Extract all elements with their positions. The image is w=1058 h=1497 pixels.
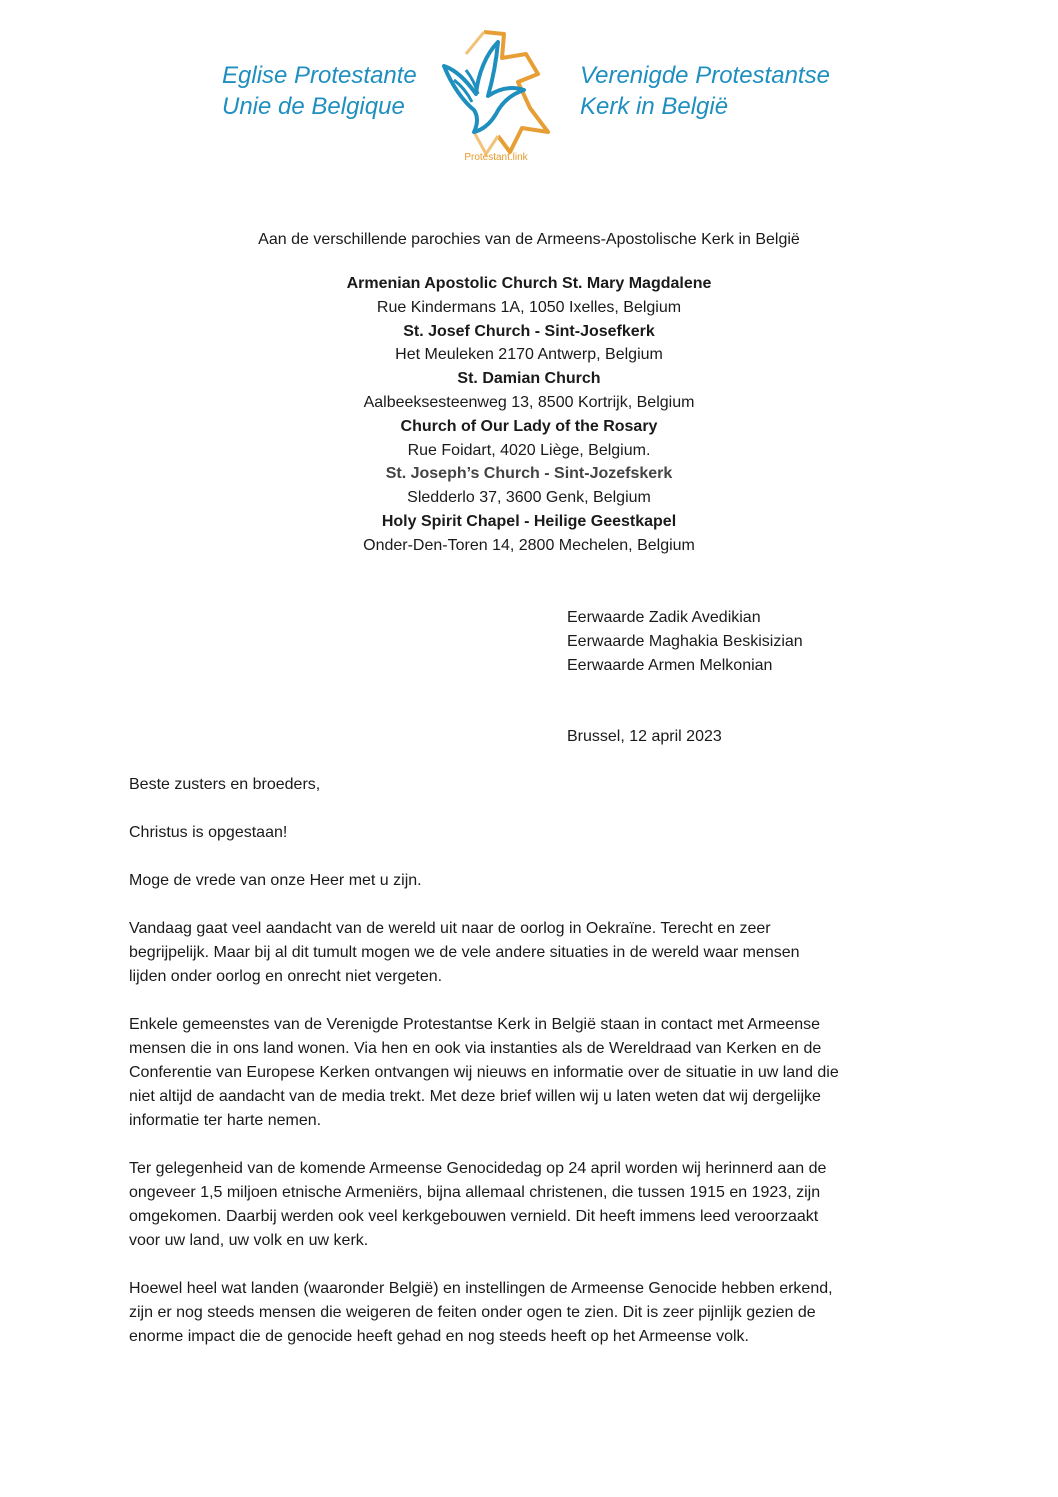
church-name: St. Joseph’s Church - Sint-Jozefskerk [385, 465, 673, 483]
letterhead-left [222, 60, 422, 122]
addressee-intro: Aan de verschillende parochies van de Armeens-Apostolische Kerk in België [258, 231, 800, 248]
paragraph-line: informatie ter harte nemen. [129, 1112, 322, 1129]
blessing-text: Moge de vrede van onze Heer met u zijn. [129, 872, 422, 889]
paragraph-line: Hoewel heel wat landen (waaronder België) en instellingen de Armeense Genocide hebben erkend, [129, 1280, 833, 1297]
salutation [129, 773, 929, 797]
paragraph-line: begrijpelijk. Maar bij al dit tumult mogen we de vele andere situaties in de wereld waar mensen [129, 944, 800, 961]
church-address: Aalbeeksesteenweg 13, 8500 Kortrijk, Belgium [363, 393, 695, 411]
recipient-name: Eerwaarde Maghakia Beskisizian [567, 633, 803, 650]
church-name: Church of Our Lady of the Rosary [400, 417, 658, 435]
paragraph-line: lijden onder oorlog en onrecht niet vergeten. [129, 968, 443, 985]
church-address: Sledderlo 37, 3600 Genk, Belgium [407, 489, 651, 507]
paragraph-line: voor uw land, uw volk en uw kerk. [129, 1232, 369, 1249]
church-name: St. Josef Church - Sint-Josefkerk [403, 322, 655, 340]
paragraph-line: niet altijd de aandacht van de media trekt. Met deze brief willen wij u laten weten dat wij dergelijke [129, 1088, 821, 1105]
church-address: Het Meuleken 2170 Antwerp, Belgium [395, 346, 663, 364]
paragraph-1 [129, 917, 929, 989]
paragraph-line: Ter gelegenheid van de komende Armeense Genocidedag op 24 april worden wij herinnerd aan de [129, 1160, 827, 1177]
logo-caption: Protestant.link [464, 152, 528, 163]
letterhead-right [580, 60, 880, 122]
paragraph-line: Enkele gemeenstes van de Verenigde Protestantse Kerk in België staan in contact met Armeense [129, 1016, 821, 1033]
paragraph-line: ongeveer 1,5 miljoen etnische Armeniërs, bijna allemaal christenen, die tussen 1915 en 1923, zijn [129, 1184, 821, 1201]
letterhead-right-line2: Kerk in België [580, 93, 729, 120]
paragraph-2 [129, 1013, 929, 1133]
salutation-text: Beste zusters en broeders, [129, 776, 321, 793]
paragraph-line: Conferentie van Europese Kerken ontvangen wij nieuws en informatie over de situatie in uw land die [129, 1064, 839, 1081]
recipient-name: Eerwaarde Zadik Avedikian [567, 609, 761, 626]
church-name: Armenian Apostolic Church St. Mary Magdalene [346, 275, 712, 292]
recipient-name: Eerwaarde Armen Melkonian [567, 657, 773, 674]
greeting [129, 821, 929, 845]
church-logo-icon [426, 24, 566, 164]
church-address: Onder-Den-Toren 14, 2800 Mechelen, Belgium [363, 536, 695, 554]
paragraph-line: enorme impact die de genocide heeft gehad en nog steeds heeft op het Armeense volk. [129, 1328, 749, 1345]
church-address-list [0, 272, 1058, 558]
paragraph-3 [129, 1157, 929, 1253]
paragraph-line: omgekomen. Daarbij werden ook veel kerkgebouwen vernield. Dit heeft immens leed veroorzaakt [129, 1208, 819, 1225]
church-address: Rue Foidart, 4020 Liège, Belgium. [407, 441, 651, 459]
letter-date: Brussel, 12 april 2023 [567, 728, 722, 745]
paragraph-4 [129, 1277, 929, 1349]
greeting-text: Christus is opgestaan! [129, 824, 288, 841]
blessing [129, 869, 929, 893]
paragraph-line: mensen die in ons land wonen. Via hen en ook via instanties als de Wereldraad van Kerken en de [129, 1040, 822, 1057]
letterhead-left-line2: Unie de Belgique [222, 93, 405, 120]
recipient-list [567, 606, 967, 678]
church-name: St. Damian Church [457, 370, 601, 388]
letterhead-right-line1: Verenigde Protestantse [580, 62, 830, 89]
church-name: Holy Spirit Chapel - Heilige Geestkapel [381, 512, 677, 530]
church-address: Rue Kindermans 1A, 1050 Ixelles, Belgium [376, 298, 682, 316]
letterhead-left-line1: Eglise Protestante [222, 62, 417, 89]
paragraph-line: zijn er nog steeds mensen die weigeren de feiten onder ogen te zien. Dit is zeer pijnlijk gezien de [129, 1304, 816, 1321]
paragraph-line: Vandaag gaat veel aandacht van de wereld uit naar de oorlog in Oekraïne. Terecht en zeer [129, 920, 771, 937]
